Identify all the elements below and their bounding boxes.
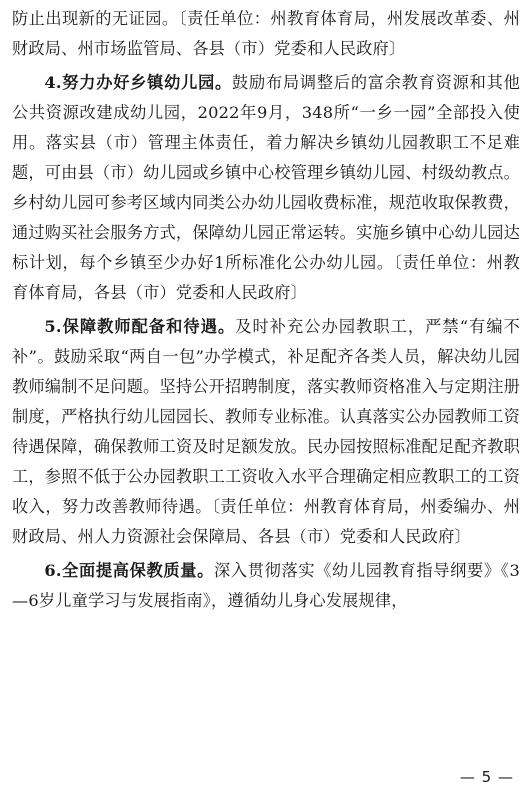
paragraph-body: 防止出现新的无证园。〔责任单位：州教育体育局，州发展改革委、州财政局、州市场监管局、各县（市）党委和人民政府〕 — [12, 9, 520, 58]
paragraph-item-5 — [12, 312, 520, 552]
page-number: — 5 — — [459, 768, 514, 786]
document-body — [12, 4, 520, 620]
paragraph-item-6 — [12, 556, 520, 616]
paragraph-heading: 4.努力办好乡镇幼儿园。 — [44, 73, 233, 92]
paragraph-heading: 6.全面提高保教质量。 — [44, 561, 214, 580]
paragraph-continuation — [12, 4, 520, 64]
paragraph-body: 鼓励布局调整后的富余教育资源和其他公共资源改建成幼儿园，2022年9月，348所“一乡一园”全部投入使用。落实县（市）管理主体责任，着力解决乡镇幼儿园教职工不足难题，可由县（市）幼儿园或乡镇中心校管理乡镇幼儿园、村级幼教点。乡村幼儿园可参考区域内同类公办幼儿园收费标准，规范收取保教费，通过购买社会服务方式，保障幼儿园正常运转。实施乡镇中心幼儿园达标计划，每个乡镇至少办好1所标准化公办幼儿园。〔责任单位：州教育体育局，各县（市）党委和人民政府〕 — [12, 73, 521, 302]
paragraph-heading: 5.保障教师配备和待遇。 — [44, 317, 236, 336]
paragraph-body: 及时补充公办园教职工，严禁“有编不补”。鼓励采取“两自一包”办学模式，补足配齐各类人员，解决幼儿园教师编制不足问题。坚持公开招聘制度，落实教师资格准入与定期注册制度，严格执行幼儿园园长、教师专业标准。认真落实公办园教师工资待遇保障，确保教师工资及时足额发放。民办园按照标准配足配齐教职工，参照不低于公办园教职工工资收入水平合理确定相应教职工的工资收入，努力改善教师待遇。〔责任单位：州教育体育局，州委编办、州财政局、州人力资源社会保障局、各县（市）党委和人民政府〕 — [12, 317, 521, 546]
paragraph-item-4 — [12, 68, 520, 308]
paragraph-body: 深入贯彻落实《幼儿园教育指导纲要》《3—6岁儿童学习与发展指南》，遵循幼儿身心发展规律， — [12, 561, 520, 610]
